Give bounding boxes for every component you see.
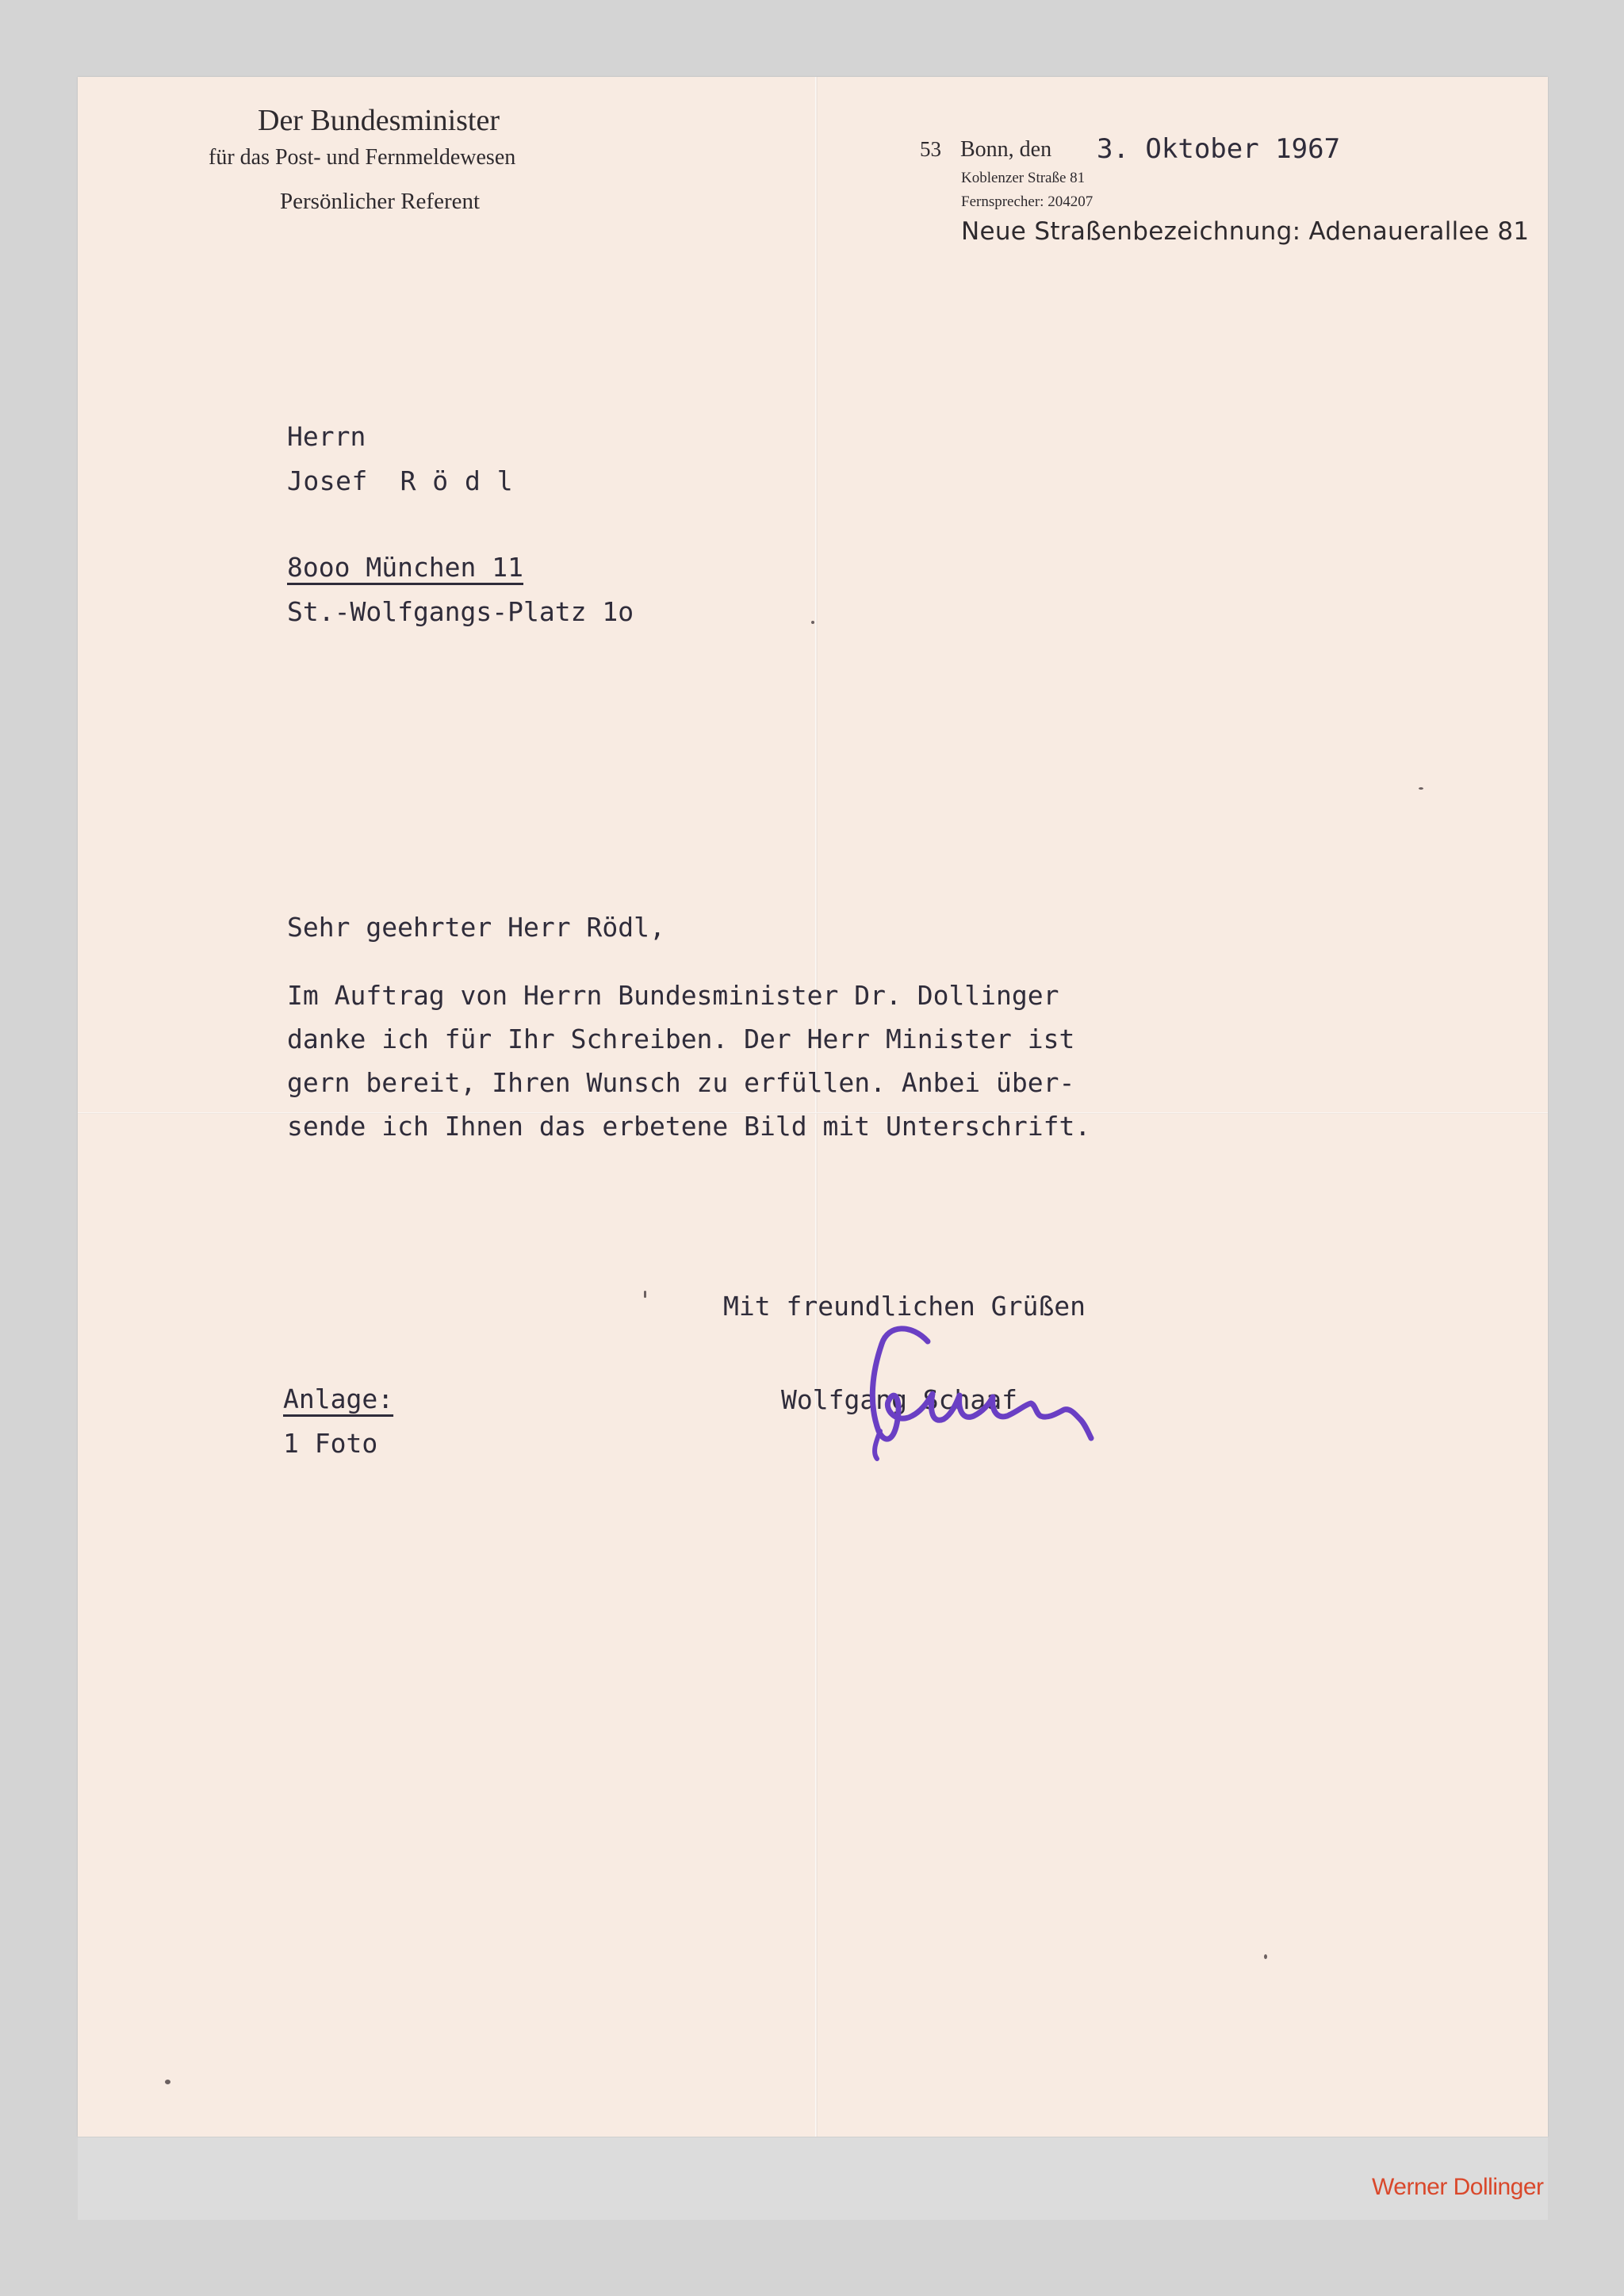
sender-street: Koblenzer Straße 81 — [961, 170, 1086, 186]
paper-speck — [811, 621, 814, 624]
letter-body: Im Auftrag von Herrn Bundesminister Dr. Dollinger danke ich für Ihr Schreiben. Der Herr Minister ist gern bereit, Ihren Wunsch zu erfüllen. Anbei über- sende ich Ihnen das erbetene Bild mit Unterschrift. — [287, 980, 1091, 1142]
paper-speck — [1264, 1954, 1267, 1959]
recipient-salutation: Herrn — [287, 421, 366, 452]
sender-phone: Fernsprecher: 204207 — [961, 193, 1094, 210]
bottom-strip — [78, 2137, 1548, 2220]
postal-code: 53 — [920, 137, 941, 161]
letterhead-title: Der Bundesminister — [258, 104, 500, 137]
enclosure-item: 1 Foto — [283, 1428, 378, 1459]
new-street-name: Neue Straßenbezeichnung: Adenauerallee 81 — [961, 217, 1530, 246]
enclosure-label: Anlage: — [283, 1383, 394, 1414]
credit-caption: Werner Dollinger — [1372, 2174, 1544, 2200]
letterhead-department: Persönlicher Referent — [280, 189, 481, 214]
recipient-name: Josef R ö d l — [287, 465, 514, 496]
letter-closing: Mit freundlichen Grüßen — [723, 1291, 1086, 1322]
letter-salutation: Sehr geehrter Herr Rödl, — [287, 912, 665, 943]
letter-date: 3. Oktober 1967 — [1097, 133, 1341, 165]
handwritten-signature — [793, 1269, 1142, 1490]
recipient-city: 8ooo München 11 — [287, 552, 524, 583]
recipient-street: St.-Wolfgangs-Platz 1o — [287, 596, 634, 627]
letterhead-subtitle: für das Post- und Fernmeldewesen — [209, 145, 516, 170]
signer-name: Wolfgang Schaaf — [781, 1384, 1018, 1415]
paper-speck — [1419, 787, 1423, 790]
place-label: Bonn, den — [960, 137, 1052, 162]
paper-speck — [644, 1291, 646, 1298]
paper-speck — [165, 2080, 170, 2084]
